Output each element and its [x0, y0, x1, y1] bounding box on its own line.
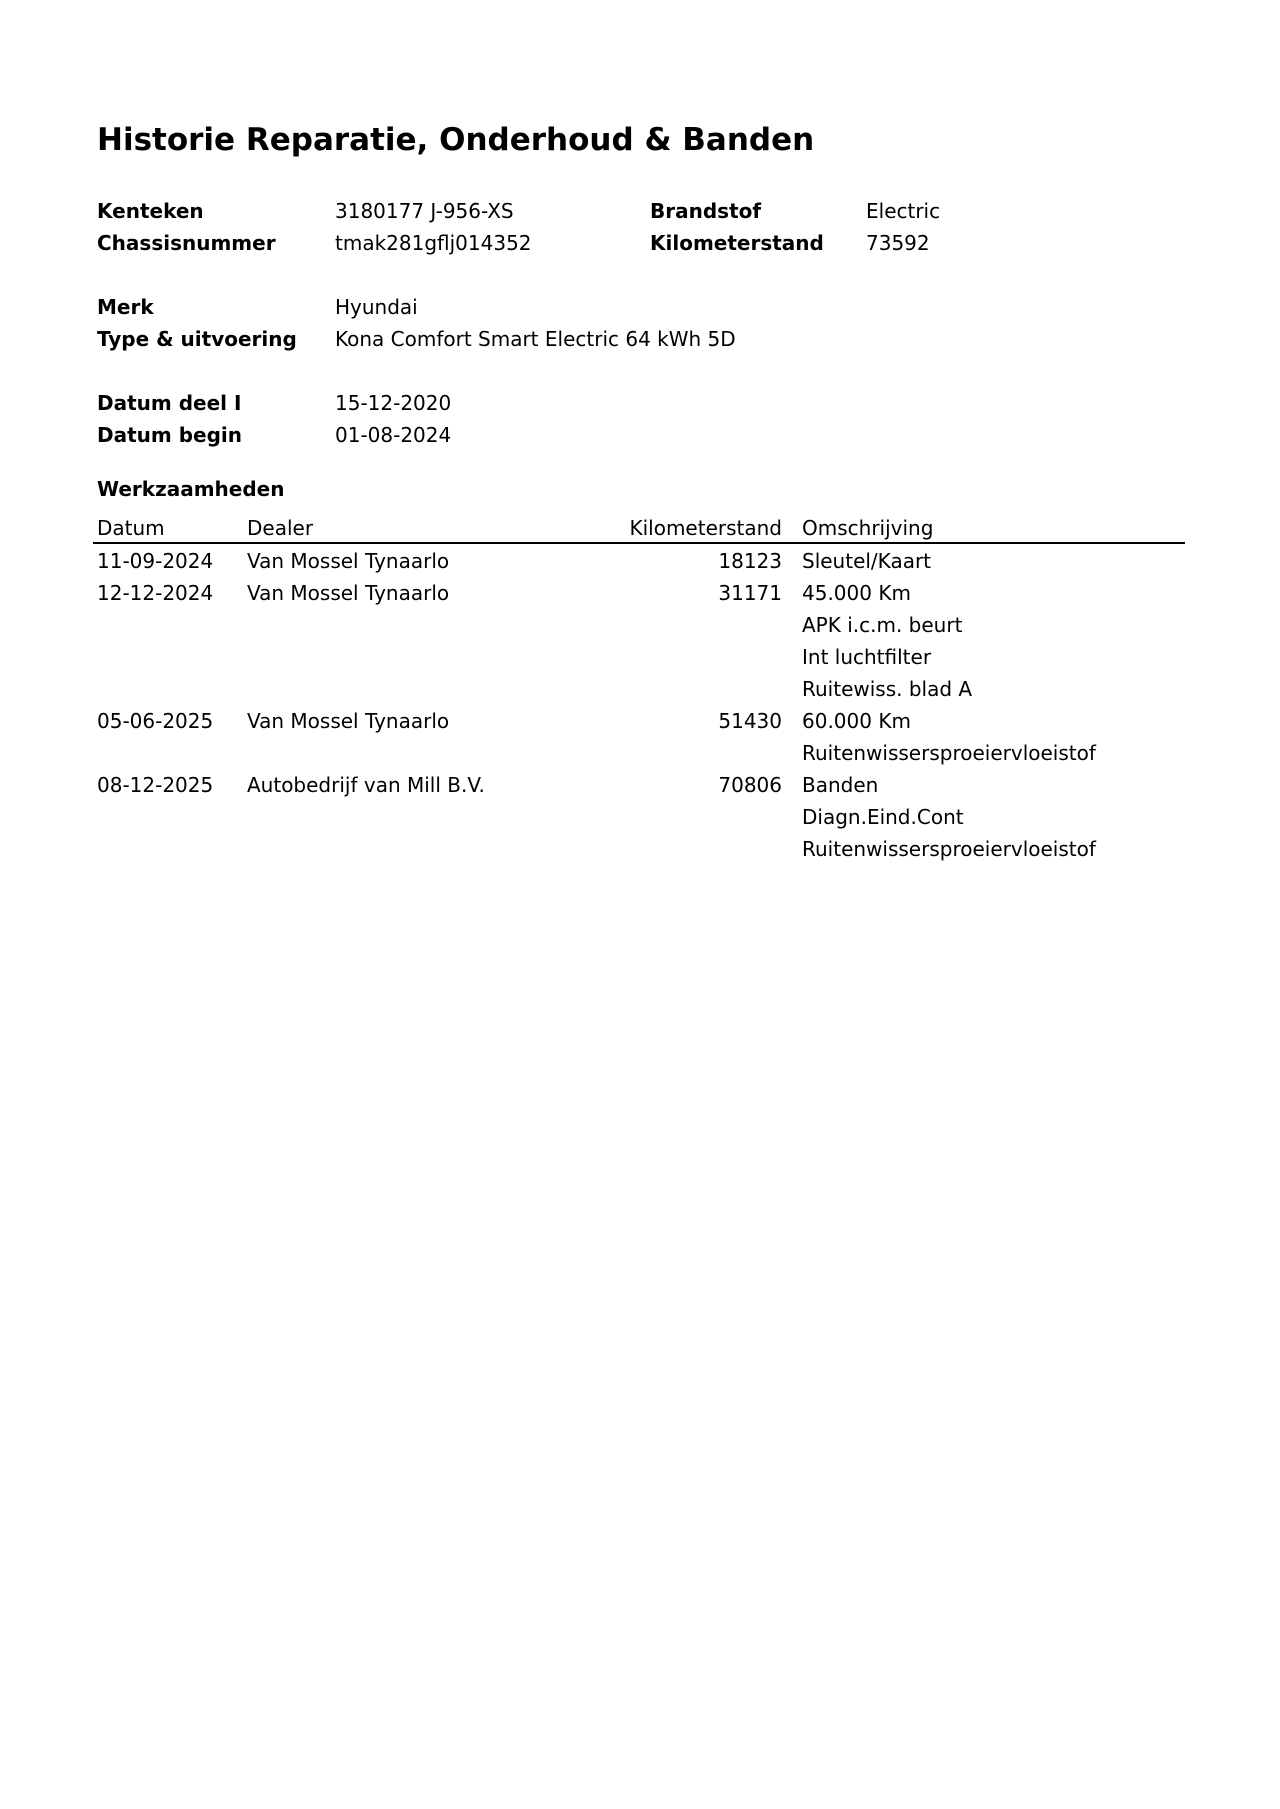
werkzaamheden-table — [0, 545, 1280, 865]
cell-datum: 12-12-2024 — [97, 581, 214, 605]
kilometerstand-value: 73592 — [866, 231, 930, 255]
datum-begin-label: Datum begin — [97, 423, 242, 447]
datum-deel-label: Datum deel I — [97, 391, 242, 415]
cell-omschrijving: Diagn.Eind.Cont — [802, 805, 964, 829]
type-label: Type & uitvoering — [97, 327, 297, 351]
table-row — [0, 705, 1280, 737]
table-row — [0, 545, 1280, 577]
table-row — [0, 769, 1280, 801]
cell-kilometerstand: 31171 — [718, 581, 782, 605]
cell-omschrijving: 60.000 Km — [802, 709, 911, 733]
cell-dealer: Autobedrijf van Mill B.V. — [247, 773, 485, 797]
cell-omschrijving: Banden — [802, 773, 879, 797]
table-row — [0, 673, 1280, 705]
datum-deel-value: 15-12-2020 — [335, 391, 452, 415]
chassis-value: tmak281gflj014352 — [335, 231, 532, 255]
chassis-label: Chassisnummer — [97, 231, 276, 255]
cell-omschrijving: Ruitenwissersproeiervloeistof — [802, 837, 1096, 861]
cell-kilometerstand: 51430 — [718, 709, 782, 733]
cell-kilometerstand: 18123 — [718, 549, 782, 573]
datum-begin-value: 01-08-2024 — [335, 423, 452, 447]
header-rule — [93, 542, 1185, 544]
merk-value: Hyundai — [335, 295, 418, 319]
brandstof-label: Brandstof — [650, 199, 762, 223]
werkzaamheden-title: Werkzaamheden — [97, 477, 285, 501]
table-row — [0, 833, 1280, 865]
cell-omschrijving: APK i.c.m. beurt — [802, 613, 963, 637]
kenteken-label: Kenteken — [97, 199, 204, 223]
cell-datum: 11-09-2024 — [97, 549, 214, 573]
table-row — [0, 801, 1280, 833]
cell-dealer: Van Mossel Tynaarlo — [247, 581, 450, 605]
cell-kilometerstand: 70806 — [718, 773, 782, 797]
cell-omschrijving: Sleutel/Kaart — [802, 549, 932, 573]
brandstof-value: Electric — [866, 199, 941, 223]
table-row — [0, 641, 1280, 673]
cell-datum: 08-12-2025 — [97, 773, 214, 797]
column-header-kilometerstand: Kilometerstand — [629, 516, 782, 540]
type-value: Kona Comfort Smart Electric 64 kWh 5D — [335, 327, 736, 351]
column-header-dealer: Dealer — [247, 516, 314, 540]
table-row — [0, 737, 1280, 769]
cell-dealer: Van Mossel Tynaarlo — [247, 549, 450, 573]
table-row — [0, 577, 1280, 609]
cell-omschrijving: Int luchtfilter — [802, 645, 932, 669]
table-header — [93, 512, 1185, 544]
page-title: Historie Reparatie, Onderhoud & Banden — [97, 122, 815, 158]
cell-dealer: Van Mossel Tynaarlo — [247, 709, 450, 733]
cell-datum: 05-06-2025 — [97, 709, 214, 733]
column-header-omschrijving: Omschrijving — [802, 516, 934, 540]
kenteken-value: 3180177 J-956-XS — [335, 199, 514, 223]
cell-omschrijving: Ruitewiss. blad A — [802, 677, 973, 701]
column-header-datum: Datum — [97, 516, 165, 540]
table-row — [0, 609, 1280, 641]
cell-omschrijving: 45.000 Km — [802, 581, 911, 605]
cell-omschrijving: Ruitenwissersproeiervloeistof — [802, 741, 1096, 765]
merk-label: Merk — [97, 295, 154, 319]
kilometerstand-label: Kilometerstand — [650, 231, 824, 255]
